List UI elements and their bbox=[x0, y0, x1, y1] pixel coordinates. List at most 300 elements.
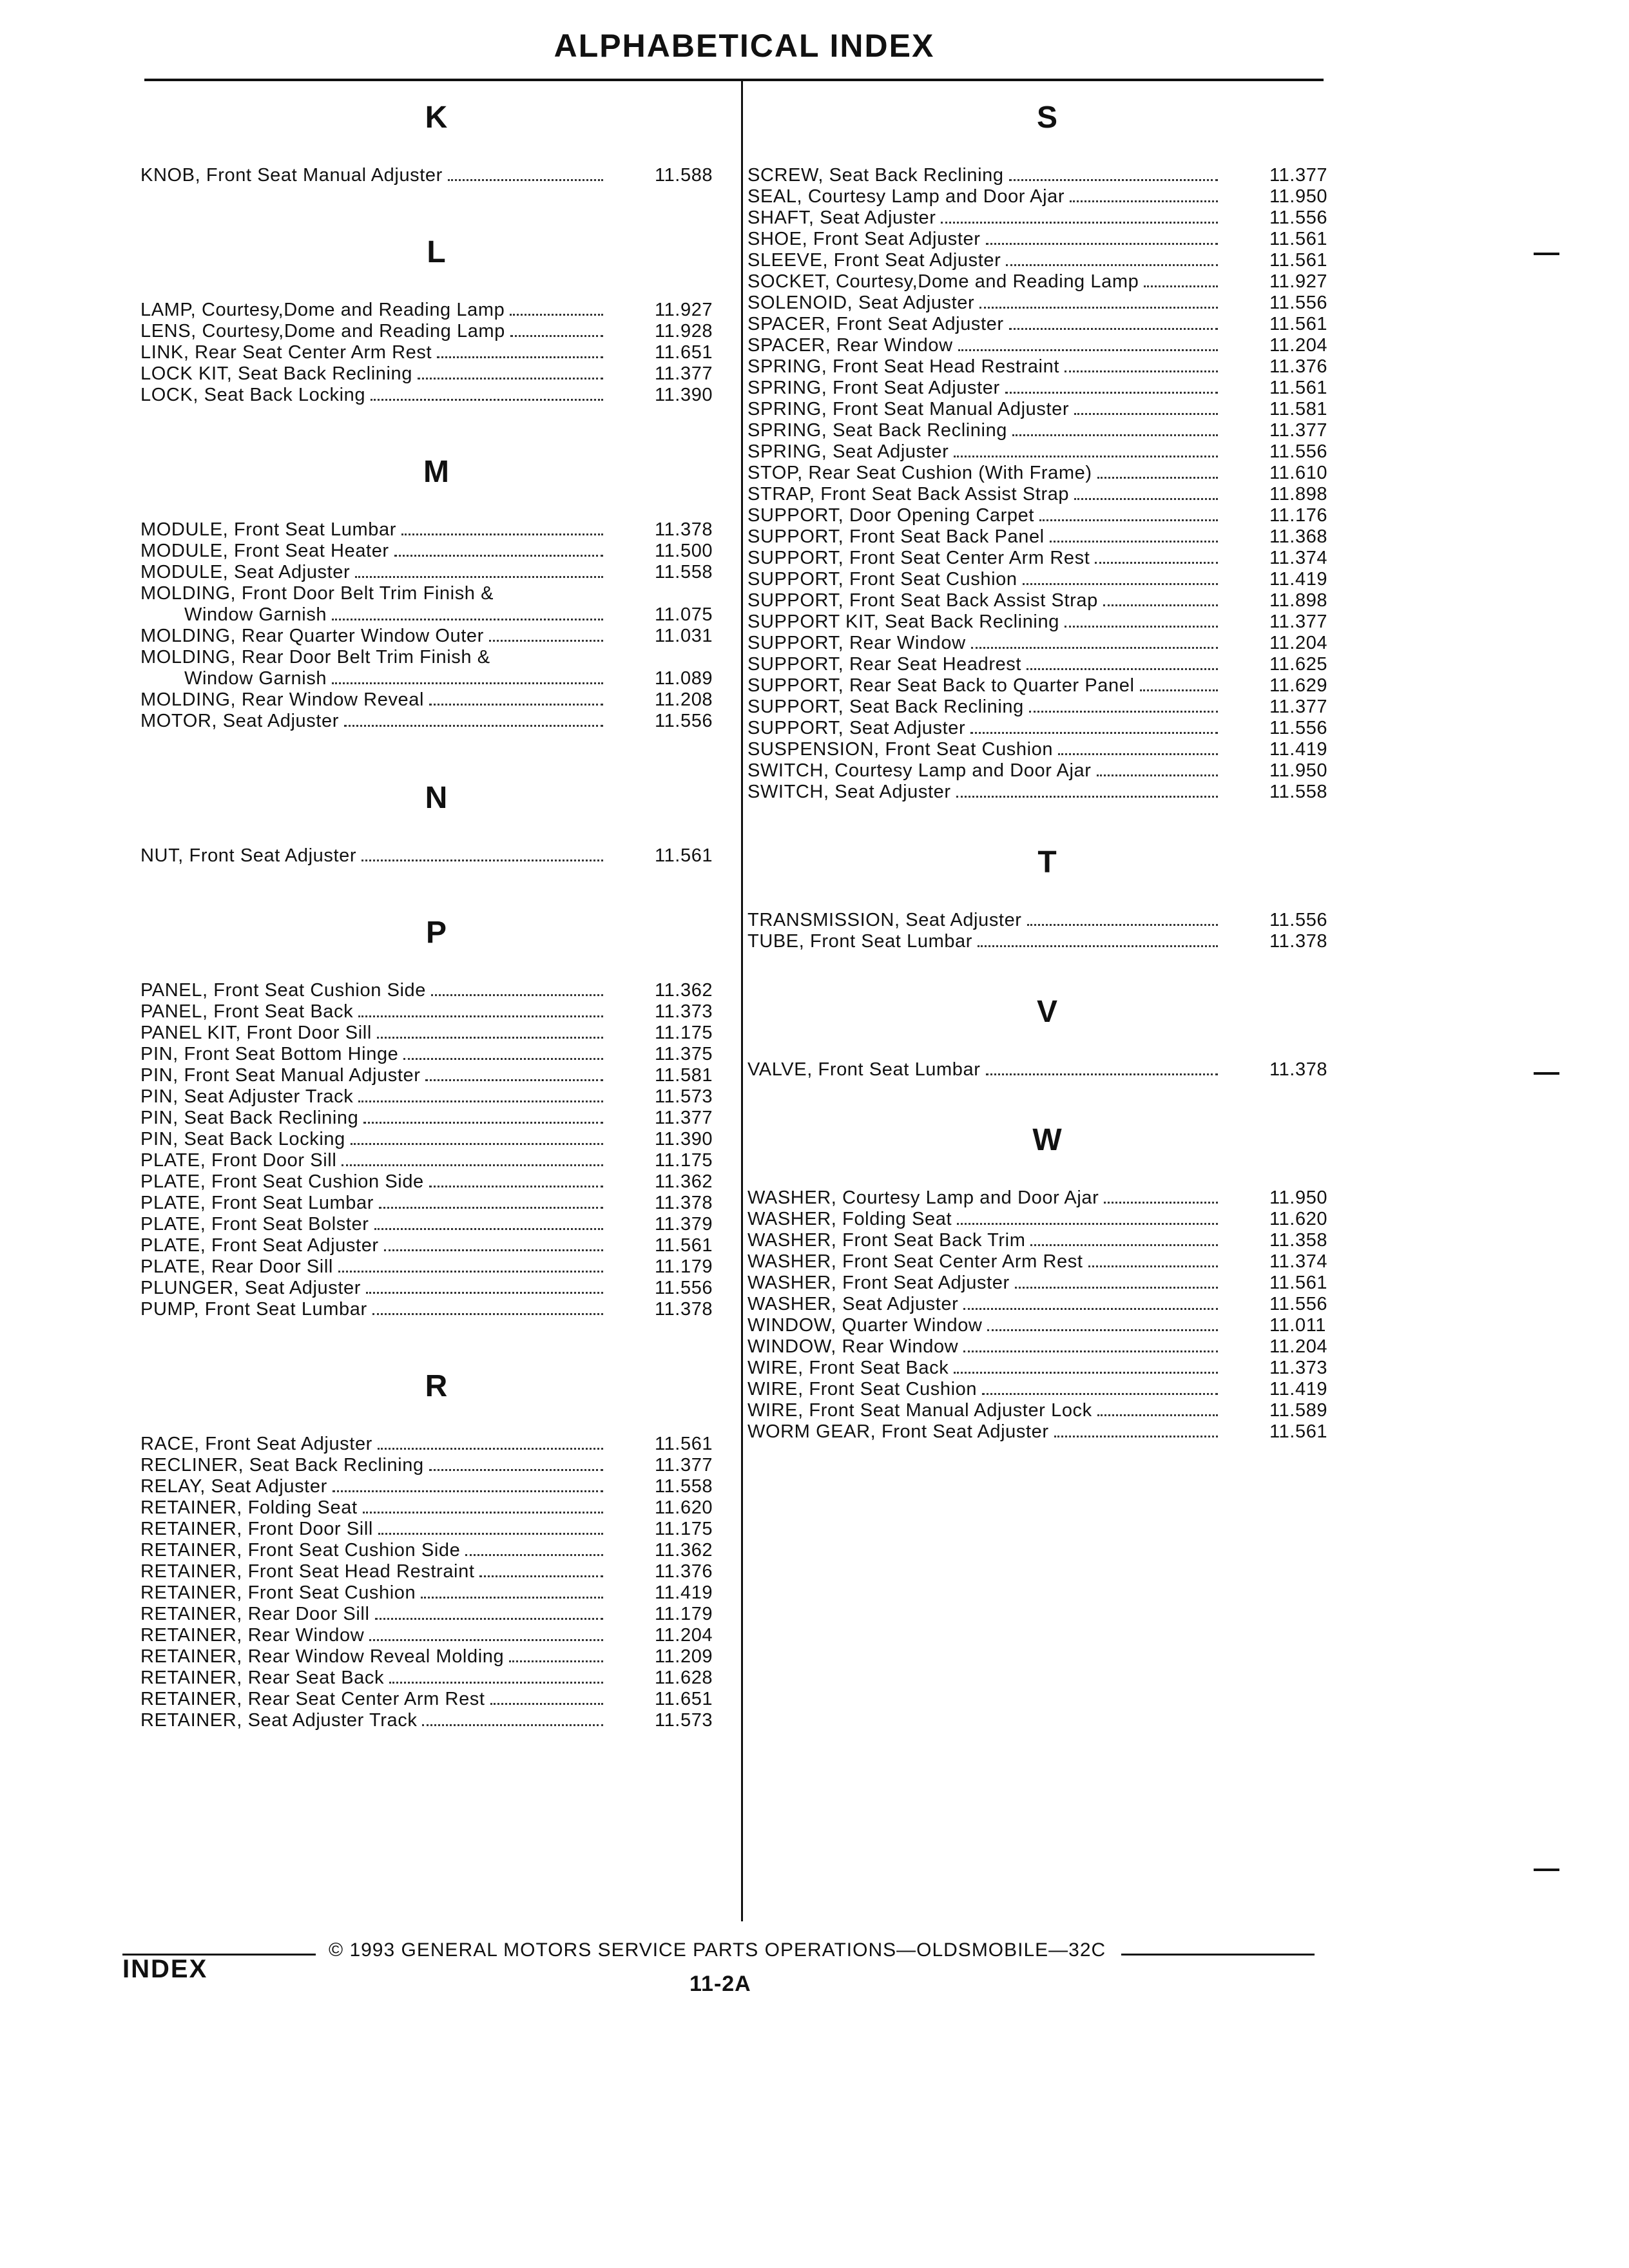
index-entry bbox=[747, 207, 1347, 229]
section-letter: V bbox=[1036, 995, 1057, 1029]
index-section-v bbox=[747, 991, 1347, 1081]
entry-page-ref: 11.556 bbox=[655, 711, 713, 731]
entry-page-ref: 11.377 bbox=[655, 1455, 713, 1475]
dot-leader bbox=[956, 796, 1218, 798]
index-entry bbox=[747, 675, 1347, 697]
entry-name: LOCK, Seat Back Locking bbox=[140, 385, 366, 405]
dot-leader bbox=[361, 860, 603, 861]
entry-page-ref: 11.651 bbox=[655, 1689, 713, 1709]
index-entry bbox=[140, 1214, 732, 1235]
dot-leader bbox=[389, 1682, 603, 1684]
dot-leader bbox=[1097, 477, 1218, 479]
entry-page-ref: 11.379 bbox=[655, 1214, 713, 1235]
entry-page-ref: 11.419 bbox=[1269, 569, 1328, 590]
dot-leader bbox=[1027, 924, 1218, 926]
index-section-w bbox=[747, 1119, 1347, 1443]
dot-leader bbox=[333, 1490, 603, 1492]
entry-page-ref: 11.950 bbox=[1269, 1187, 1328, 1208]
index-entry bbox=[140, 1476, 732, 1497]
index-entry bbox=[140, 1667, 732, 1689]
index-entry bbox=[747, 739, 1347, 760]
entry-name: WASHER, Front Seat Adjuster bbox=[747, 1273, 1010, 1293]
entry-page-ref: 11.628 bbox=[655, 1667, 713, 1688]
entry-name: RETAINER, Front Seat Cushion bbox=[140, 1582, 416, 1603]
entry-name: SEAL, Courtesy Lamp and Door Ajar bbox=[747, 186, 1065, 207]
entry-name: PIN, Front Seat Manual Adjuster bbox=[140, 1065, 421, 1086]
entry-page-ref: 11.209 bbox=[655, 1646, 713, 1667]
entry-page-ref: 11.561 bbox=[1269, 250, 1328, 271]
entry-page-ref: 11.390 bbox=[655, 385, 713, 405]
index-entry bbox=[140, 1519, 732, 1540]
index-entry bbox=[747, 569, 1347, 590]
entry-page-ref: 11.208 bbox=[655, 689, 713, 710]
entry-name: PLATE, Front Door Sill bbox=[140, 1150, 337, 1171]
entry-page-ref: 11.620 bbox=[1269, 1209, 1328, 1229]
entry-name: RETAINER, Folding Seat bbox=[140, 1497, 358, 1518]
entry-page-ref: 11.561 bbox=[1269, 229, 1328, 249]
entry-name: WASHER, Front Seat Center Arm Rest bbox=[747, 1251, 1083, 1272]
dot-leader bbox=[987, 1329, 1218, 1331]
dot-leader bbox=[363, 1512, 603, 1514]
dot-leader bbox=[1144, 285, 1218, 287]
dot-leader bbox=[363, 1122, 603, 1124]
entry-page-ref: 11.377 bbox=[1269, 611, 1328, 632]
entry-page-ref: 11.581 bbox=[655, 1065, 713, 1086]
index-entry bbox=[747, 441, 1347, 463]
dot-leader bbox=[941, 222, 1218, 224]
entry-name: SUPPORT, Front Seat Center Arm Rest bbox=[747, 548, 1090, 568]
dot-leader bbox=[358, 1015, 603, 1017]
entry-page-ref: 11.558 bbox=[1269, 782, 1328, 802]
entry-name: PLUNGER, Seat Adjuster bbox=[140, 1278, 361, 1298]
index-entry bbox=[140, 1582, 732, 1604]
index-entry bbox=[747, 590, 1347, 611]
dot-leader bbox=[418, 378, 603, 380]
index-entry bbox=[747, 335, 1347, 356]
entry-name: SUPPORT, Rear Window bbox=[747, 633, 966, 653]
entry-name: MOLDING, Rear Quarter Window Outer bbox=[140, 626, 484, 646]
entry-name: RETAINER, Rear Window bbox=[140, 1625, 365, 1646]
index-entry bbox=[747, 186, 1347, 207]
dot-leader bbox=[970, 732, 1218, 734]
index-entry bbox=[747, 654, 1347, 675]
index-entry bbox=[747, 505, 1347, 526]
entry-name: VALVE, Front Seat Lumbar bbox=[747, 1059, 981, 1080]
entry-name: Window Garnish bbox=[184, 604, 327, 625]
dot-leader bbox=[465, 1554, 603, 1556]
entry-name: SCREW, Seat Back Reclining bbox=[747, 165, 1004, 186]
index-entry bbox=[747, 1336, 1347, 1358]
index-entry bbox=[140, 385, 732, 406]
dot-leader bbox=[379, 1207, 603, 1209]
entry-name: RETAINER, Rear Seat Back bbox=[140, 1667, 385, 1688]
dot-leader bbox=[1070, 200, 1218, 202]
column-divider bbox=[741, 79, 743, 1921]
dot-leader bbox=[490, 1703, 603, 1705]
entry-name: TRANSMISSION, Seat Adjuster bbox=[747, 910, 1022, 930]
dot-leader bbox=[954, 456, 1218, 457]
dot-leader bbox=[437, 356, 603, 358]
dot-leader bbox=[957, 1223, 1218, 1225]
dot-leader bbox=[1065, 370, 1218, 372]
entry-name: SPACER, Rear Window bbox=[747, 335, 953, 356]
entry-name: SUPPORT, Rear Seat Headrest bbox=[747, 654, 1022, 675]
index-section-p bbox=[140, 912, 732, 1320]
title-rule bbox=[144, 79, 1324, 81]
dot-leader bbox=[429, 1469, 603, 1471]
index-section-n bbox=[140, 777, 732, 867]
entry-page-ref: 11.175 bbox=[655, 1519, 713, 1539]
entry-page-ref: 11.373 bbox=[1269, 1358, 1328, 1378]
entry-name: PLATE, Front Seat Cushion Side bbox=[140, 1171, 424, 1192]
entry-page-ref: 11.556 bbox=[1269, 293, 1328, 313]
dot-leader bbox=[351, 1143, 603, 1145]
dot-leader bbox=[378, 1448, 603, 1450]
footer-copyright: © 1993 GENERAL MOTORS SERVICE PARTS OPERATIONS—OLDSMOBILE—32C bbox=[329, 1939, 1106, 1961]
dot-leader bbox=[344, 725, 603, 727]
dot-leader bbox=[1074, 498, 1218, 500]
entry-page-ref: 11.075 bbox=[655, 604, 713, 625]
entry-name: SUPPORT, Rear Seat Back to Quarter Panel bbox=[747, 675, 1135, 696]
index-entry bbox=[747, 463, 1347, 484]
index-entry bbox=[747, 1230, 1347, 1251]
entry-page-ref: 11.651 bbox=[655, 342, 713, 363]
entry-name: LENS, Courtesy,Dome and Reading Lamp bbox=[140, 321, 505, 341]
entry-page-ref: 11.556 bbox=[1269, 441, 1328, 462]
entry-name: SUSPENSION, Front Seat Cushion bbox=[747, 739, 1054, 760]
dot-leader bbox=[372, 1313, 603, 1315]
entry-page-ref: 11.378 bbox=[655, 1299, 713, 1320]
index-entry bbox=[140, 1604, 732, 1625]
entry-page-ref: 11.368 bbox=[1269, 526, 1328, 547]
dot-leader bbox=[1015, 1287, 1218, 1289]
dot-leader bbox=[425, 1079, 603, 1081]
index-entry bbox=[140, 1023, 732, 1044]
dot-leader bbox=[332, 682, 603, 684]
entry-page-ref: 11.927 bbox=[655, 300, 713, 320]
dot-leader bbox=[366, 1292, 603, 1294]
index-entry bbox=[747, 271, 1347, 293]
entry-name: PLATE, Front Seat Adjuster bbox=[140, 1235, 379, 1256]
entry-name: SLEEVE, Front Seat Adjuster bbox=[747, 250, 1001, 271]
index-entry bbox=[747, 1251, 1347, 1273]
index-entry bbox=[747, 697, 1347, 718]
index-entry bbox=[140, 1150, 732, 1171]
dot-leader bbox=[954, 1372, 1218, 1374]
page-title: ALPHABETICAL INDEX bbox=[554, 28, 935, 64]
entry-name: Window Garnish bbox=[184, 668, 327, 689]
entry-page-ref: 11.419 bbox=[655, 1582, 713, 1603]
entry-name: SWITCH, Courtesy Lamp and Door Ajar bbox=[747, 760, 1092, 781]
entry-name: WIRE, Front Seat Cushion bbox=[747, 1379, 978, 1399]
entry-name: PANEL, Front Seat Cushion Side bbox=[140, 980, 427, 1001]
entry-page-ref: 11.556 bbox=[1269, 718, 1328, 738]
index-entry bbox=[747, 1379, 1347, 1400]
dot-leader bbox=[429, 704, 603, 706]
entry-page-ref: 11.898 bbox=[1269, 484, 1328, 505]
index-entry bbox=[747, 1209, 1347, 1230]
entry-name: NUT, Front Seat Adjuster bbox=[140, 845, 357, 866]
entry-name: PANEL KIT, Front Door Sill bbox=[140, 1023, 372, 1043]
entry-page-ref: 11.378 bbox=[1269, 931, 1328, 952]
entry-name: SUPPORT, Front Seat Cushion bbox=[747, 569, 1017, 590]
index-entry bbox=[747, 356, 1347, 378]
entry-name: WINDOW, Quarter Window bbox=[747, 1315, 983, 1336]
index-entry bbox=[140, 626, 732, 647]
entry-page-ref: 11.419 bbox=[1269, 1379, 1328, 1399]
index-entry bbox=[747, 399, 1347, 420]
entry-name: MODULE, Front Seat Heater bbox=[140, 541, 389, 561]
index-entry bbox=[140, 1108, 732, 1129]
index-entry bbox=[140, 1278, 732, 1299]
index-entry bbox=[140, 1193, 732, 1214]
dot-leader bbox=[369, 1639, 603, 1641]
index-section-k bbox=[140, 97, 732, 186]
index-entry bbox=[140, 1646, 732, 1667]
dot-leader bbox=[358, 1100, 603, 1102]
entry-page-ref: 11.378 bbox=[655, 1193, 713, 1213]
entry-name: WIRE, Front Seat Back bbox=[747, 1358, 949, 1378]
entry-page-ref: 11.377 bbox=[1269, 165, 1328, 186]
entry-name: WASHER, Folding Seat bbox=[747, 1209, 952, 1229]
index-section-r bbox=[140, 1365, 732, 1731]
entry-name: SHAFT, Seat Adjuster bbox=[747, 207, 936, 228]
entry-page-ref: 11.558 bbox=[655, 1476, 713, 1497]
dot-leader bbox=[986, 1073, 1219, 1075]
entry-name: SUPPORT, Front Seat Back Panel bbox=[747, 526, 1045, 547]
entry-name: SPRING, Front Seat Head Restraint bbox=[747, 356, 1059, 377]
index-entry bbox=[140, 845, 732, 867]
section-letter: K bbox=[425, 101, 448, 135]
dot-leader bbox=[958, 349, 1218, 351]
dot-leader bbox=[978, 945, 1218, 947]
dot-leader bbox=[1088, 1265, 1218, 1267]
index-entry bbox=[747, 229, 1347, 250]
entry-name: RETAINER, Rear Seat Center Arm Rest bbox=[140, 1689, 485, 1709]
binding-edge-mark bbox=[1534, 253, 1559, 255]
dot-leader bbox=[332, 619, 603, 620]
index-entry bbox=[140, 1044, 732, 1065]
index-entry bbox=[747, 420, 1347, 441]
entry-page-ref: 11.573 bbox=[655, 1710, 713, 1731]
entry-name: SUPPORT, Seat Adjuster bbox=[747, 718, 966, 738]
dot-leader bbox=[509, 1660, 603, 1662]
entry-page-ref: 11.375 bbox=[655, 1044, 713, 1064]
dot-leader bbox=[421, 1597, 603, 1599]
entry-page-ref: 11.376 bbox=[655, 1561, 713, 1582]
index-entry bbox=[747, 910, 1347, 931]
dot-leader bbox=[971, 647, 1218, 649]
entry-name: KNOB, Front Seat Manual Adjuster bbox=[140, 165, 443, 186]
entry-page-ref: 11.556 bbox=[655, 1278, 713, 1298]
entry-page-ref: 11.898 bbox=[1269, 590, 1328, 611]
index-entry bbox=[140, 1065, 732, 1086]
dot-leader bbox=[1012, 434, 1218, 436]
index-entry bbox=[140, 711, 732, 732]
index-entry bbox=[747, 314, 1347, 335]
entry-page-ref: 11.556 bbox=[1269, 910, 1328, 930]
footer-page-number: 11-2A bbox=[689, 1972, 751, 1996]
entry-page-ref: 11.376 bbox=[1269, 356, 1328, 377]
dot-leader bbox=[1006, 264, 1218, 266]
entry-page-ref: 11.556 bbox=[1269, 207, 1328, 228]
dot-leader bbox=[1023, 583, 1218, 585]
index-section-t bbox=[747, 841, 1347, 952]
entry-name: RECLINER, Seat Back Reclining bbox=[140, 1455, 424, 1475]
entry-name: SPRING, Seat Adjuster bbox=[747, 441, 949, 462]
index-entry bbox=[140, 1625, 732, 1646]
entry-name: MOLDING, Rear Window Reveal bbox=[140, 689, 425, 710]
index-entry bbox=[140, 1086, 732, 1108]
entry-page-ref: 11.561 bbox=[655, 1235, 713, 1256]
entry-name: SHOE, Front Seat Adjuster bbox=[747, 229, 981, 249]
right-column bbox=[747, 97, 1347, 1443]
footer-section-label: INDEX bbox=[122, 1955, 208, 1983]
entry-page-ref: 11.561 bbox=[655, 845, 713, 866]
entry-name: PANEL, Front Seat Back bbox=[140, 1001, 354, 1022]
index-entry bbox=[140, 668, 732, 689]
entry-page-ref: 11.950 bbox=[1269, 760, 1328, 781]
dot-leader bbox=[963, 1308, 1218, 1310]
index-entry bbox=[140, 1455, 732, 1476]
index-entry bbox=[747, 1358, 1347, 1379]
section-letter: W bbox=[1032, 1123, 1062, 1157]
index-entry bbox=[747, 760, 1347, 782]
dot-leader bbox=[1050, 541, 1218, 543]
entry-name: MOLDING, Rear Door Belt Trim Finish & bbox=[140, 647, 490, 668]
entry-name: PLATE, Rear Door Sill bbox=[140, 1256, 333, 1277]
section-letter: M bbox=[423, 455, 449, 489]
entry-name: PUMP, Front Seat Lumbar bbox=[140, 1299, 367, 1320]
dot-leader bbox=[342, 1164, 603, 1166]
entry-name: RETAINER, Rear Door Sill bbox=[140, 1604, 370, 1624]
entry-page-ref: 11.179 bbox=[655, 1604, 713, 1624]
index-entry bbox=[140, 165, 732, 186]
entry-page-ref: 11.179 bbox=[655, 1256, 713, 1277]
entry-name: MODULE, Seat Adjuster bbox=[140, 562, 351, 582]
dot-leader bbox=[378, 1533, 603, 1535]
dot-leader bbox=[1104, 1202, 1218, 1204]
index-entry bbox=[747, 1421, 1347, 1443]
dot-leader bbox=[403, 1058, 603, 1060]
entry-page-ref: 11.610 bbox=[1269, 463, 1328, 483]
section-letter: S bbox=[1036, 101, 1057, 135]
index-entry bbox=[140, 689, 732, 711]
index-section-m bbox=[140, 451, 732, 732]
entry-page-ref: 11.176 bbox=[1269, 505, 1328, 526]
index-entry bbox=[140, 562, 732, 583]
index-entry bbox=[747, 1294, 1347, 1315]
left-column bbox=[140, 97, 732, 1731]
dot-leader bbox=[982, 1393, 1218, 1395]
entry-name: WASHER, Courtesy Lamp and Door Ajar bbox=[747, 1187, 1099, 1208]
entry-name: SPACER, Front Seat Adjuster bbox=[747, 314, 1004, 334]
entry-name: RETAINER, Seat Adjuster Track bbox=[140, 1710, 418, 1731]
index-entry bbox=[747, 1273, 1347, 1294]
entry-page-ref: 11.373 bbox=[655, 1001, 713, 1022]
dot-leader bbox=[371, 399, 603, 401]
entry-page-ref: 11.419 bbox=[1269, 739, 1328, 760]
index-entry bbox=[747, 718, 1347, 739]
index-entry bbox=[140, 1235, 732, 1256]
index-entry bbox=[140, 1256, 732, 1278]
entry-name: WASHER, Seat Adjuster bbox=[747, 1294, 959, 1314]
entry-page-ref: 11.204 bbox=[1269, 633, 1328, 653]
index-entry bbox=[140, 1561, 732, 1582]
dot-leader bbox=[1074, 413, 1218, 415]
dot-leader bbox=[1103, 604, 1218, 606]
index-entry bbox=[747, 1059, 1347, 1081]
entry-name: SPRING, Seat Back Reclining bbox=[747, 420, 1008, 441]
entry-page-ref: 11.561 bbox=[1269, 1421, 1328, 1442]
section-letter: R bbox=[425, 1369, 448, 1403]
dot-leader bbox=[355, 576, 603, 578]
entry-page-ref: 11.378 bbox=[655, 519, 713, 540]
dot-leader bbox=[448, 179, 603, 181]
entry-page-ref: 11.950 bbox=[1269, 186, 1328, 207]
section-letter: L bbox=[427, 235, 446, 269]
index-entry bbox=[140, 1434, 732, 1455]
dot-leader bbox=[1009, 179, 1218, 181]
entry-name: RETAINER, Front Door Sill bbox=[140, 1519, 373, 1539]
entry-page-ref: 11.362 bbox=[655, 1171, 713, 1192]
entry-page-ref: 11.625 bbox=[1269, 654, 1328, 675]
dot-leader bbox=[1097, 1414, 1218, 1416]
index-entry bbox=[140, 363, 732, 385]
entry-name: RETAINER, Rear Window Reveal Molding bbox=[140, 1646, 505, 1667]
dot-leader bbox=[1009, 328, 1218, 330]
index-section-s bbox=[747, 97, 1347, 803]
dot-leader bbox=[401, 533, 603, 535]
entry-page-ref: 11.928 bbox=[655, 321, 713, 341]
dot-leader bbox=[1039, 519, 1218, 521]
entry-page-ref: 11.377 bbox=[655, 363, 713, 384]
entry-page-ref: 11.390 bbox=[655, 1129, 713, 1149]
entry-page-ref: 11.620 bbox=[655, 1497, 713, 1518]
entry-page-ref: 11.561 bbox=[1269, 1273, 1328, 1293]
entry-page-ref: 11.556 bbox=[1269, 1294, 1328, 1314]
dot-leader bbox=[431, 994, 603, 996]
entry-name: SWITCH, Seat Adjuster bbox=[747, 782, 951, 802]
index-entry bbox=[140, 1540, 732, 1561]
index-entry bbox=[747, 484, 1347, 505]
dot-leader bbox=[429, 1186, 603, 1187]
entry-name: STOP, Rear Seat Cushion (With Frame) bbox=[747, 463, 1092, 483]
entry-page-ref: 11.362 bbox=[655, 1540, 713, 1561]
entry-page-ref: 11.377 bbox=[655, 1108, 713, 1128]
section-letter: N bbox=[425, 781, 448, 815]
entry-name: PLATE, Front Seat Lumbar bbox=[140, 1193, 374, 1213]
entry-name: STRAP, Front Seat Back Assist Strap bbox=[747, 484, 1070, 505]
entry-page-ref: 11.358 bbox=[1269, 1230, 1328, 1251]
entry-page-ref: 11.561 bbox=[655, 1434, 713, 1454]
entry-page-ref: 11.581 bbox=[1269, 399, 1328, 419]
entry-name: PIN, Seat Back Locking bbox=[140, 1129, 345, 1149]
entry-name: RETAINER, Front Seat Head Restraint bbox=[140, 1561, 475, 1582]
index-entry bbox=[747, 1400, 1347, 1421]
dot-leader bbox=[1030, 1244, 1218, 1246]
entry-page-ref: 11.558 bbox=[655, 562, 713, 582]
entry-page-ref: 11.927 bbox=[1269, 271, 1328, 292]
entry-page-ref: 11.573 bbox=[655, 1086, 713, 1107]
entry-name: SPRING, Front Seat Adjuster bbox=[747, 378, 1000, 398]
entry-name: PIN, Seat Adjuster Track bbox=[140, 1086, 354, 1107]
entry-page-ref: 11.377 bbox=[1269, 697, 1328, 717]
index-entry bbox=[140, 1129, 732, 1150]
entry-name: SUPPORT KIT, Seat Back Reclining bbox=[747, 611, 1059, 632]
entry-name: PIN, Seat Back Reclining bbox=[140, 1108, 359, 1128]
index-entry bbox=[140, 1710, 732, 1731]
